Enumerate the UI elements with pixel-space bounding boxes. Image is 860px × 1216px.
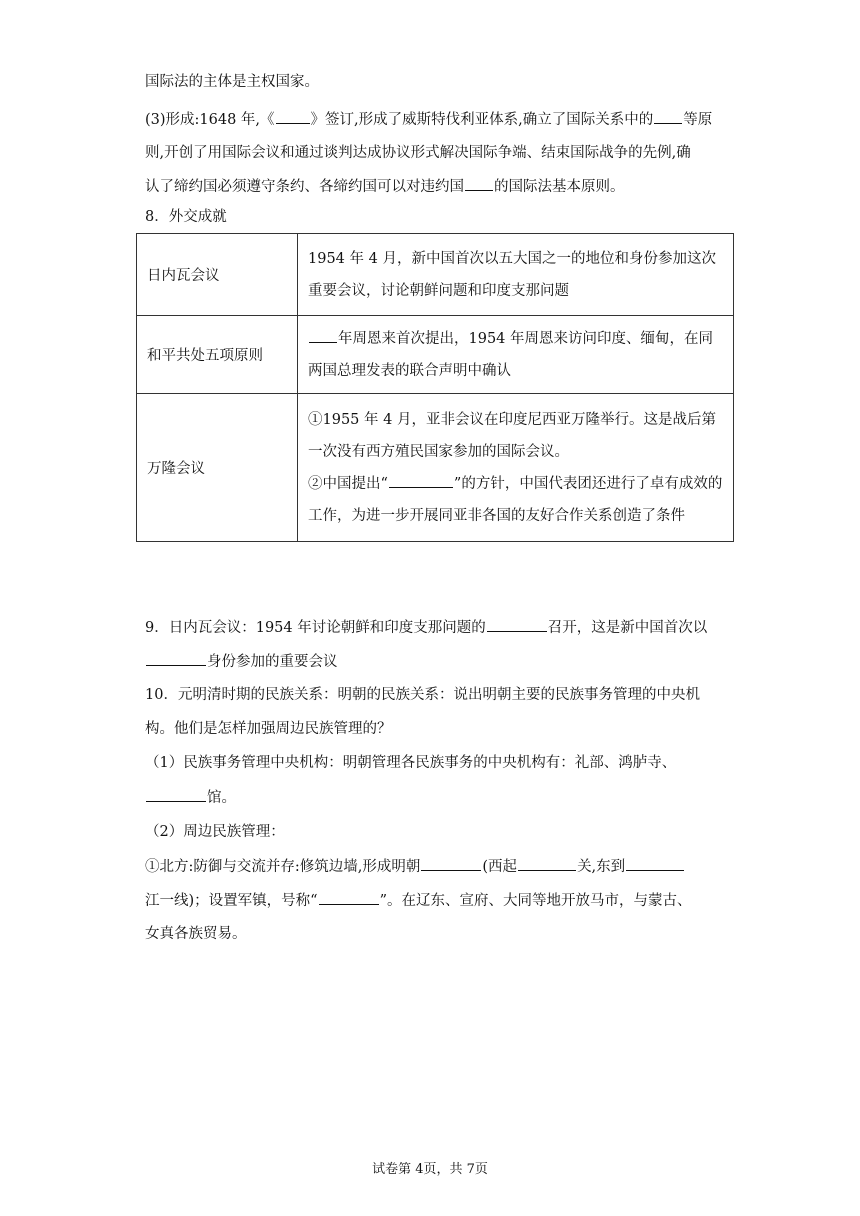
row-desc: ①1955 年 4 月，亚非会议在印度尼西亚万隆举行。这是战后第 一次没有西方殖民国家参加的国际会议。 ②中国提出“ ”的方针，中国代表团还进行了卓有成效的 工作，为进一步开展同亚非各国的友好合作关系创造了条件 — [298, 394, 734, 542]
q10-north-line3: 女真各族贸易。 — [145, 926, 247, 942]
q10-north-line1: ①北方:防御与交流并存:修筑边墙,形成明朝 (西起 关,东到 — [145, 856, 735, 877]
q9-line1: 9．日内瓦会议：1954 年讨论朝鲜和印度支那问题的 召开，这是新中国首次以 — [145, 617, 735, 638]
q10-sub2-title: （2）周边民族管理： — [145, 824, 285, 840]
blank-field — [487, 617, 547, 632]
row-desc: 1954 年 4 月，新中国首次以五大国之一的地位和身份参加这次 重要会议，讨论朝鲜问题和印度支那问题 — [298, 234, 734, 316]
blank-field — [146, 787, 206, 802]
blank-field — [389, 473, 453, 488]
blank-field — [626, 856, 684, 871]
q10-sub1-line1: （1）民族事务管理中央机构：明朝管理各民族事务的中央机构有：礼部、鸿胪寺、 — [145, 755, 677, 771]
blank-field — [319, 890, 379, 905]
section8-title: 8．外交成就 — [145, 209, 227, 225]
blank-field — [309, 328, 337, 343]
blank-field — [518, 856, 576, 871]
table-row — [137, 234, 734, 316]
blank-field — [276, 109, 310, 124]
q9-line2: 身份参加的重要会议 — [145, 651, 735, 672]
blank-field — [654, 109, 682, 124]
item3-line3: 认了缔约国必须遵守条约、各缔约国可以对违约国 的国际法基本原则。 — [145, 176, 735, 197]
blank-field — [465, 176, 493, 191]
table-row — [137, 316, 734, 394]
q10-line2: 构。他们是怎样加强周边民族管理的？ — [145, 721, 392, 737]
page-footer: 试卷第 4页，共 7页 — [372, 1162, 488, 1177]
item3-line2: 则,开创了用国际会议和通过谈判达成协议形式解决国际争端、结束国际战争的先例,确 — [145, 145, 691, 161]
q10-north-line2: 江一线)；设置军镇，号称“ ”。在辽东、宣府、大同等地开放马市，与蒙古、 — [145, 890, 735, 911]
row-desc: 年周恩来首次提出，1954 年周恩来访问印度、缅甸，在同 两国总理发表的联合声明中确认 — [298, 316, 734, 394]
blank-field — [421, 856, 481, 871]
q10-line1: 10．元明清时期的民族关系：明朝的民族关系：说出明朝主要的民族事务管理的中央机 — [145, 687, 700, 703]
item3-line1: (3)形成:1648 年,《 》签订,形成了威斯特伐利亚体系,确立了国际关系中的 等原 — [145, 109, 735, 130]
blank-field — [146, 651, 206, 666]
row-name: 万隆会议 — [137, 394, 298, 542]
table-row — [137, 394, 734, 542]
row-name: 和平共处五项原则 — [137, 316, 298, 394]
q10-sub1-line2: 馆。 — [145, 787, 735, 808]
row-name: 日内瓦会议 — [137, 234, 298, 316]
intro-line: 国际法的主体是主权国家。 — [145, 74, 319, 90]
diplomacy-table — [136, 233, 734, 542]
